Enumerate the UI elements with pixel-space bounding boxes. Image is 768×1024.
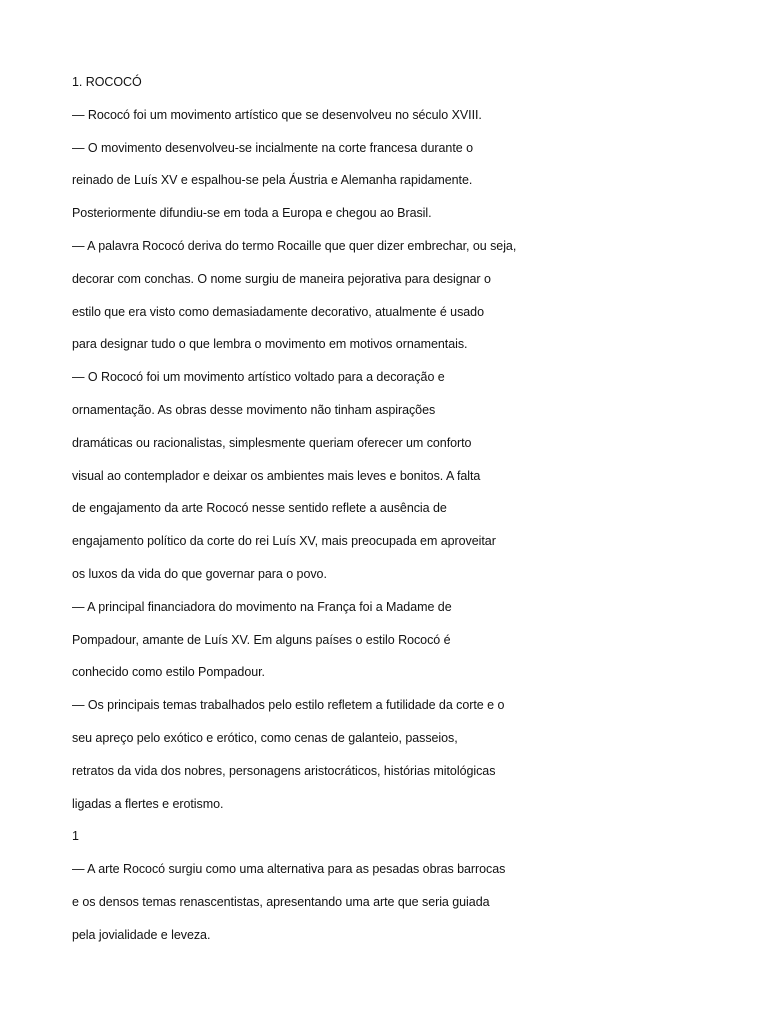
text-line: de engajamento da arte Rococó nesse sentido reflete a ausência de <box>72 501 447 516</box>
text-line: para designar tudo o que lembra o movimento em motivos ornamentais. <box>72 337 468 352</box>
text-line: — O Rococó foi um movimento artístico voltado para a decoração e <box>72 370 445 385</box>
text-line: decorar com conchas. O nome surgiu de maneira pejorativa para designar o <box>72 271 491 286</box>
text-line: dramáticas ou racionalistas, simplesmente queriam oferecer um conforto <box>72 435 472 450</box>
text-line: e os densos temas renascentistas, apresentando uma arte que seria guiada <box>72 894 490 909</box>
section-heading: 1. ROCOCÓ <box>72 75 142 89</box>
text-line: estilo que era visto como demasiadamente decorativo, atualmente é usado <box>72 304 484 319</box>
text-line: conhecido como estilo Pompadour. <box>72 665 265 680</box>
text-line: — Os principais temas trabalhados pelo estilo refletem a futilidade da corte e o <box>72 698 505 713</box>
text-line: retratos da vida dos nobres, personagens aristocráticos, histórias mitológicas <box>72 763 496 778</box>
text-line: Posteriormente difundiu-se em toda a Europa e chegou ao Brasil. <box>72 206 432 221</box>
text-line: Pompadour, amante de Luís XV. Em alguns países o estilo Rococó é <box>72 632 451 647</box>
text-line: seu apreço pelo exótico e erótico, como cenas de galanteio, passeios, <box>72 730 458 745</box>
page-number: 1 <box>72 829 79 844</box>
text-line: os luxos da vida do que governar para o povo. <box>72 566 327 581</box>
text-line: pela jovialidade e leveza. <box>72 927 211 942</box>
text-line: — A principal financiadora do movimento na França foi a Madame de <box>72 599 452 614</box>
text-line: — O movimento desenvolveu-se incialmente na corte francesa durante o <box>72 140 473 155</box>
text-line: visual ao contemplador e deixar os ambientes mais leves e bonitos. A falta <box>72 468 481 483</box>
text-line: ligadas a flertes e erotismo. <box>72 796 224 811</box>
text-line: — A palavra Rococó deriva do termo Rocaille que quer dizer embrechar, ou seja, <box>72 238 517 253</box>
text-line: ornamentação. As obras desse movimento não tinham aspirações <box>72 402 436 417</box>
text-line: engajamento político da corte do rei Luís XV, mais preocupada em aproveitar <box>72 534 496 549</box>
text-line: — A arte Rococó surgiu como uma alternativa para as pesadas obras barrocas <box>72 862 506 877</box>
text-line: — Rococó foi um movimento artístico que se desenvolveu no século XVIII. <box>72 107 482 122</box>
document-body <box>72 72 712 958</box>
text-line: reinado de Luís XV e espalhou-se pela Áustria e Alemanha rapidamente. <box>72 173 473 188</box>
